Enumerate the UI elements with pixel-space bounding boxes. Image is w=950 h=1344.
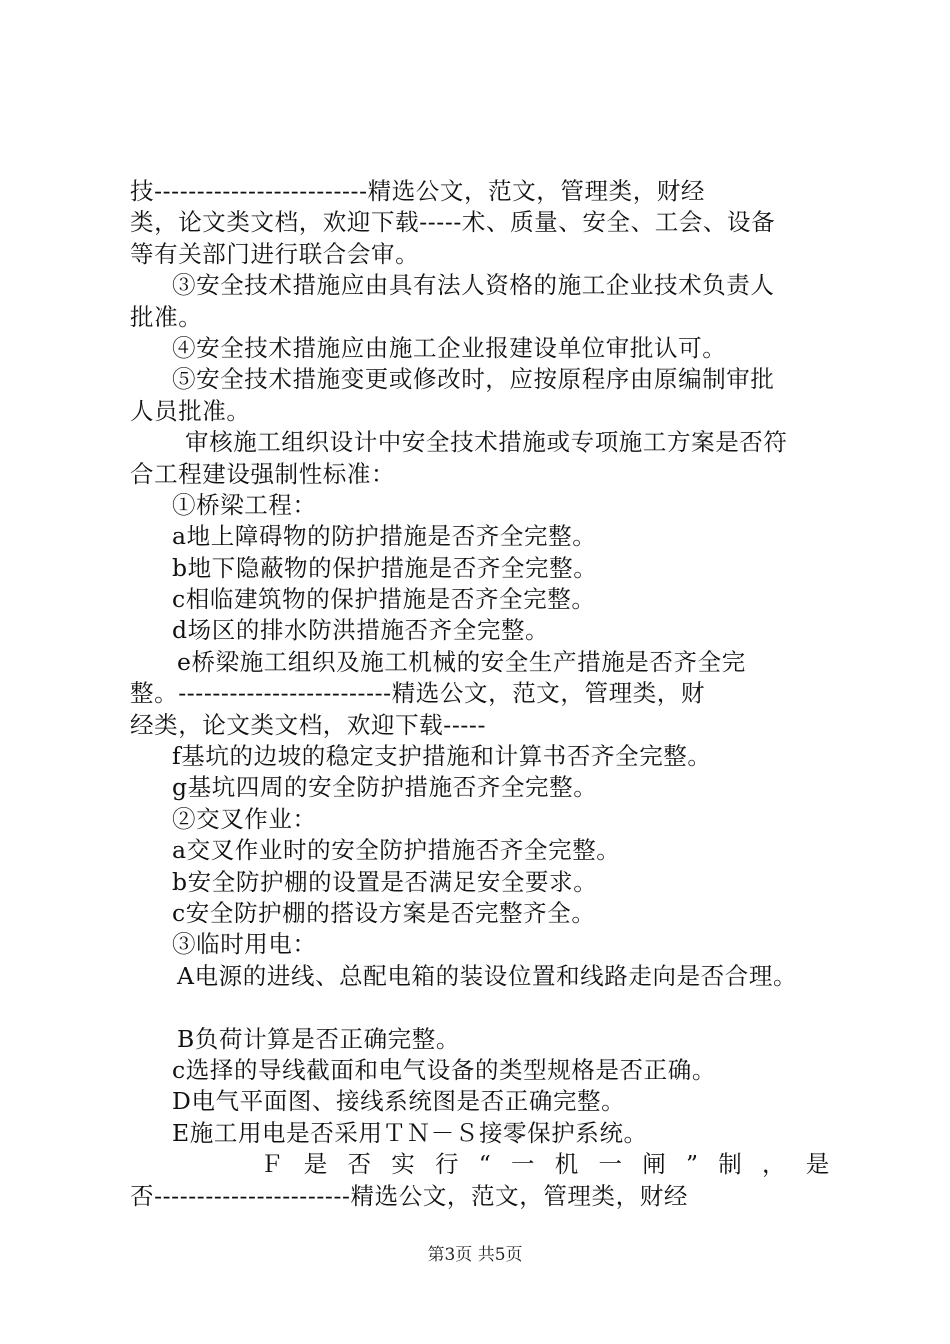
section-heading: ①桥梁工程： xyxy=(172,490,317,519)
list-item: d场区的排水防洪措施否齐全完整。 xyxy=(172,616,550,645)
text-line: ③安全技术措施应由具有法人资格的施工企业技术负责人 xyxy=(172,271,775,300)
list-item: c安全防护棚的搭设方案是否完整齐全。 xyxy=(172,898,596,927)
list-item: f基坑的边坡的稳定支护措施和计算书否齐全完整。 xyxy=(172,742,712,771)
text-line: 经类，论文类文档，欢迎下载----- xyxy=(130,710,487,739)
list-item: b安全防护棚的设置是否满足安全要求。 xyxy=(172,867,598,896)
list-item: B负荷计算是否正确完整。 xyxy=(177,1024,460,1053)
list-item: a地上障碍物的防护措施是否齐全完整。 xyxy=(172,522,597,551)
list-item: g基坑四周的安全防护措施否齐全完整。 xyxy=(172,773,598,802)
text-line: 人员批准。 xyxy=(130,396,251,425)
spaced-char: “ xyxy=(478,1150,492,1179)
text-line: ⑤安全技术措施变更或修改时，应按原程序由原编制审批 xyxy=(172,365,775,394)
spaced-char: 一 xyxy=(511,1150,536,1179)
list-item: a交叉作业时的安全防护措施否齐全完整。 xyxy=(172,836,621,865)
text-line: 批准。 xyxy=(130,302,203,331)
text-line: ④安全技术措施应由施工企业报建设单位审批认可。 xyxy=(172,333,727,362)
text-line: 合工程建设强制性标准： xyxy=(130,459,396,488)
page-number: 第3页 共5页 xyxy=(427,1245,523,1265)
text-line: 技-------------------------精选公文，范文，管理类，财经 xyxy=(130,177,706,205)
document-body xyxy=(130,176,830,1212)
list-item: b地下隐蔽物的保护措施是否齐全完整。 xyxy=(172,553,598,582)
text-line: 整。-------------------------精选公文，范文，管理类，财 xyxy=(130,679,706,708)
spaced-char: 闸 xyxy=(642,1150,667,1179)
spaced-char: 机 xyxy=(554,1150,579,1179)
text-line: 审核施工组织设计中安全技术措施或专项施工方案是否符 xyxy=(185,428,788,457)
text-line: 类，论文类文档，欢迎下载-----术、质量、安全、工会、设备 xyxy=(130,208,776,237)
list-item: c选择的导线截面和电气设备的类型规格是否正确。 xyxy=(172,1055,716,1084)
spaced-char: ， xyxy=(762,1150,787,1179)
spaced-char: 否 xyxy=(347,1150,372,1179)
text-line: 否-----------------------精选公文，范文，管理类，财经 xyxy=(130,1181,688,1210)
blank-line xyxy=(130,992,830,1023)
list-item: E施工用电是否采用ＴＮ－Ｓ接零保护系统。 xyxy=(172,1118,648,1147)
spaced-char: ” xyxy=(686,1150,699,1179)
spaced-char: 一 xyxy=(598,1150,623,1179)
spaced-char: 实 xyxy=(391,1150,416,1179)
list-item: e桥梁施工组织及施工机械的安全生产措施是否齐全完 xyxy=(177,647,746,676)
list-item: D电气平面图、接线系统图是否正确完整。 xyxy=(172,1087,626,1116)
spaced-text-line xyxy=(130,1149,830,1180)
section-heading: ③临时用电： xyxy=(172,930,317,959)
spaced-char: 是 xyxy=(303,1150,328,1179)
text-line: 等有关部门进行联合会审。 xyxy=(130,239,420,268)
spaced-char: 行 xyxy=(435,1150,460,1179)
section-heading: ②交叉作业： xyxy=(172,804,317,833)
list-item: A电源的进线、总配电箱的装设位置和线路走向是否合理。 xyxy=(177,961,798,990)
list-item: c相临建筑物的保护措施是否齐全完整。 xyxy=(172,585,596,614)
spaced-char: Ｆ xyxy=(260,1150,285,1179)
spaced-char: 制 xyxy=(718,1150,743,1179)
spaced-char: 是 xyxy=(805,1150,830,1179)
